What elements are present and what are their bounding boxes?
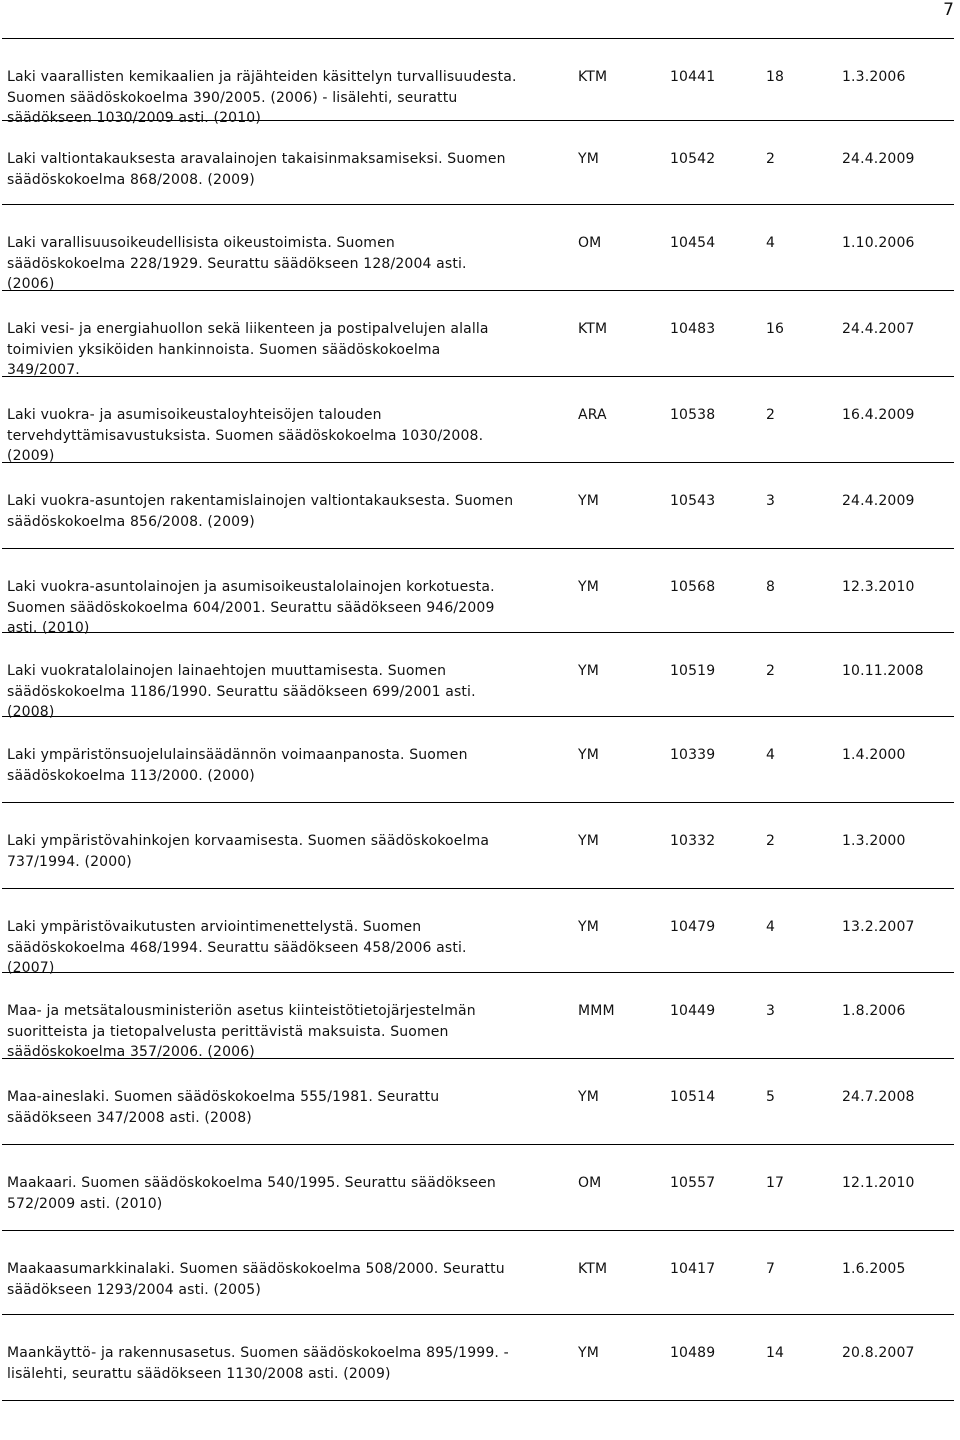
law-title-line: (2009) (7, 448, 55, 464)
law-title-line: säädökseen 1030/2009 asti. (2010) (7, 110, 261, 126)
law-title-line: Laki vuokratalolainojen lainaehtojen muuttamisesta. Suomen (7, 663, 447, 679)
law-title-line: säädöskokoelma 468/1994. Seurattu säädökseen 458/2006 asti. (7, 939, 467, 956)
ministry-code: YM (578, 747, 599, 763)
date: 24.4.2009 (842, 151, 915, 167)
publication-code: 10543 (670, 493, 716, 509)
law-title-line: Maa- ja metsätalousministeriön asetus kiinteistötietojärjestelmän (7, 1003, 476, 1019)
law-title-line: Laki vesi- ja energiahuollon sekä liikenteen ja postipalvelujen alalla (7, 321, 489, 337)
date: 1.4.2000 (842, 747, 906, 763)
table-row (2, 205, 954, 291)
law-title (7, 149, 577, 190)
law-title (7, 1259, 577, 1300)
ministry-code: YM (578, 1345, 599, 1361)
law-title-line: 737/1994. (2000) (7, 853, 132, 870)
table-row (2, 463, 954, 549)
page-number: 7 (943, 0, 954, 20)
law-title (7, 491, 577, 532)
law-title-line: Laki vuokra-asuntojen rakentamislainojen valtiontakauksesta. Suomen (7, 493, 514, 509)
law-title-line: toimivien yksiköiden hankinnoista. Suomen säädöskokoelma (7, 341, 441, 358)
law-title-line: Laki vuokra-asuntolainojen ja asumisoikeustalolainojen korkotuesta. (7, 579, 495, 595)
law-title-line: (2006) (7, 276, 55, 292)
page-count: 7 (766, 1261, 776, 1277)
law-title-line: säädöskokoelma 113/2000. (2000) (7, 767, 255, 784)
publication-code: 10514 (670, 1089, 716, 1105)
law-title-line: (2008) (7, 704, 55, 720)
publication-code: 10339 (670, 747, 716, 763)
table-row (2, 1145, 954, 1231)
law-title-line: Laki varallisuusoikeudellisista oikeustoimista. Suomen (7, 235, 395, 251)
law-title-line: Laki vaarallisten kemikaalien ja räjähteiden käsittelyn turvallisuudesta. (7, 69, 517, 85)
date: 1.3.2006 (842, 69, 906, 85)
law-title-line: Laki ympäristövaikutusten arviointimenettelystä. Suomen (7, 919, 422, 935)
ministry-code: OM (578, 235, 602, 251)
ministry-code: ARA (578, 407, 607, 423)
date: 24.4.2007 (842, 321, 915, 337)
publication-code: 10479 (670, 919, 716, 935)
law-table (2, 38, 954, 1401)
date: 1.10.2006 (842, 235, 915, 251)
publication-code: 10417 (670, 1261, 716, 1277)
table-row (2, 973, 954, 1059)
law-title-line: Maakaari. Suomen säädöskokoelma 540/1995. Seurattu säädökseen (7, 1175, 496, 1191)
law-title (7, 831, 577, 872)
date: 10.11.2008 (842, 663, 924, 679)
publication-code: 10542 (670, 151, 716, 167)
ministry-code: KTM (578, 69, 608, 85)
law-title (7, 319, 577, 381)
ministry-code: YM (578, 833, 599, 849)
law-title (7, 917, 577, 979)
table-row (2, 1059, 954, 1145)
page-count: 2 (766, 151, 776, 167)
law-title (7, 1173, 577, 1214)
page-count: 4 (766, 747, 776, 763)
law-title-line: 572/2009 asti. (2010) (7, 1195, 163, 1212)
table-row (2, 377, 954, 463)
law-title-line: suoritteista ja tietopalvelusta perittävistä maksuista. Suomen (7, 1023, 449, 1040)
page-count: 18 (766, 69, 785, 85)
publication-code: 10568 (670, 579, 716, 595)
date: 1.3.2000 (842, 833, 906, 849)
law-title-line: Laki valtiontakauksesta aravalainojen takaisinmaksamiseksi. Suomen (7, 151, 506, 167)
law-title-line: 349/2007. (7, 362, 80, 378)
law-title-line: säädöskokoelma 357/2006. (2006) (7, 1044, 255, 1060)
publication-code: 10454 (670, 235, 716, 251)
table-row (2, 291, 954, 377)
law-title (7, 67, 577, 129)
law-title-line: Laki ympäristövahinkojen korvaamisesta. Suomen säädöskokoelma (7, 833, 490, 849)
table-row (2, 549, 954, 636)
law-title-line: lisälehti, seurattu säädökseen 1130/2008 asti. (2009) (7, 1365, 391, 1382)
law-title (7, 1087, 577, 1128)
publication-code: 10557 (670, 1175, 716, 1191)
law-title-line: Suomen säädöskokoelma 604/2001. Seurattu säädökseen 946/2009 (7, 599, 495, 616)
page-count: 16 (766, 321, 785, 337)
publication-code: 10489 (670, 1345, 716, 1361)
table-row (2, 717, 954, 803)
page-count: 8 (766, 579, 776, 595)
page-count: 2 (766, 663, 776, 679)
law-title-line: säädöskokoelma 228/1929. Seurattu säädökseen 128/2004 asti. (7, 255, 467, 272)
law-title (7, 405, 577, 467)
table-row (2, 803, 954, 889)
law-title-line: säädökseen 1293/2004 asti. (2005) (7, 1281, 261, 1298)
ministry-code: YM (578, 493, 599, 509)
publication-code: 10332 (670, 833, 716, 849)
date: 1.8.2006 (842, 1003, 906, 1019)
ministry-code: YM (578, 1089, 599, 1105)
date: 24.4.2009 (842, 493, 915, 509)
ministry-code: OM (578, 1175, 602, 1191)
page-count: 5 (766, 1089, 776, 1105)
table-row (2, 1315, 954, 1401)
law-title (7, 233, 577, 295)
table-row (2, 633, 954, 720)
law-title-line: (2007) (7, 960, 55, 976)
ministry-code: KTM (578, 1261, 608, 1277)
ministry-code: KTM (578, 321, 608, 337)
table-row (2, 1231, 954, 1315)
page-count: 14 (766, 1345, 785, 1361)
date: 12.1.2010 (842, 1175, 915, 1191)
date: 1.6.2005 (842, 1261, 906, 1277)
ministry-code: YM (578, 579, 599, 595)
publication-code: 10538 (670, 407, 716, 423)
publication-code: 10483 (670, 321, 716, 337)
publication-code: 10441 (670, 69, 716, 85)
law-title-line: Laki vuokra- ja asumisoikeustaloyhteisöjen talouden (7, 407, 382, 423)
law-title-line: säädöskokoelma 1186/1990. Seurattu säädökseen 699/2001 asti. (7, 683, 476, 700)
law-title-line: Maa-aineslaki. Suomen säädöskokoelma 555/1981. Seurattu (7, 1089, 440, 1105)
date: 24.7.2008 (842, 1089, 915, 1105)
law-title-line: säädöskokoelma 856/2008. (2009) (7, 513, 255, 530)
date: 12.3.2010 (842, 579, 915, 595)
ministry-code: YM (578, 919, 599, 935)
date: 16.4.2009 (842, 407, 915, 423)
law-title (7, 1343, 577, 1384)
publication-code: 10519 (670, 663, 716, 679)
law-title-line: Maakaasumarkkinalaki. Suomen säädöskokoelma 508/2000. Seurattu (7, 1261, 505, 1277)
page-count: 4 (766, 919, 776, 935)
law-title-line: Suomen säädöskokoelma 390/2005. (2006) - lisälehti, seurattu (7, 89, 458, 106)
law-title (7, 745, 577, 786)
law-title-line: Laki ympäristönsuojelulainsäädännön voimaanpanosta. Suomen (7, 747, 468, 763)
ministry-code: YM (578, 663, 599, 679)
page-count: 2 (766, 407, 776, 423)
law-title-line: tervehdyttämisavustuksista. Suomen säädöskokoelma 1030/2008. (7, 427, 484, 444)
page-count: 4 (766, 235, 776, 251)
ministry-code: MMM (578, 1003, 615, 1019)
law-title-line: asti. (2010) (7, 620, 90, 636)
law-title (7, 1001, 577, 1063)
ministry-code: YM (578, 151, 599, 167)
table-row (2, 889, 954, 976)
law-title-line: Maankäyttö- ja rakennusasetus. Suomen säädöskokoelma 895/1999. - (7, 1345, 509, 1361)
page-count: 3 (766, 1003, 776, 1019)
date: 13.2.2007 (842, 919, 915, 935)
page-count: 2 (766, 833, 776, 849)
publication-code: 10449 (670, 1003, 716, 1019)
law-title (7, 577, 577, 639)
date: 20.8.2007 (842, 1345, 915, 1361)
table-row (2, 121, 954, 205)
page-count: 3 (766, 493, 776, 509)
table-row (2, 39, 954, 126)
page-count: 17 (766, 1175, 785, 1191)
law-title-line: säädöskokoelma 868/2008. (2009) (7, 171, 255, 188)
law-title-line: säädökseen 347/2008 asti. (2008) (7, 1109, 252, 1126)
law-title (7, 661, 577, 723)
